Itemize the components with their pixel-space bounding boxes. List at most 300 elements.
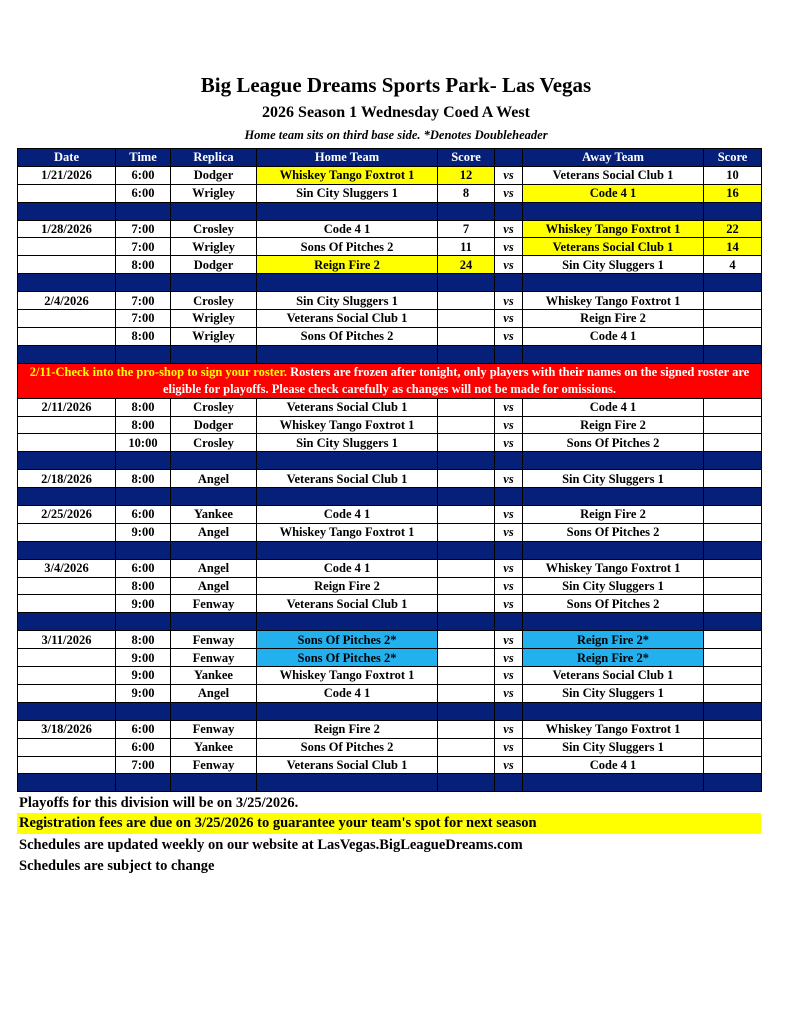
separator-cell — [495, 488, 523, 506]
cell-date — [18, 577, 116, 595]
separator-cell — [523, 613, 704, 631]
registration-note: Registration fees are due on 3/25/2026 to guarantee your team's spot for next season — [17, 813, 761, 834]
separator-cell — [257, 702, 438, 720]
cell-home-team: Whiskey Tango Foxtrot 1 — [257, 166, 438, 184]
cell-away-team: Whiskey Tango Foxtrot 1 — [523, 720, 704, 738]
game-row — [18, 595, 762, 613]
cell-replica: Angel — [171, 684, 257, 702]
cell-away-score — [704, 649, 762, 667]
cell-time: 8:00 — [116, 577, 171, 595]
cell-vs: vs — [495, 649, 523, 667]
game-row — [18, 398, 762, 416]
cell-away-team: Code 4 1 — [523, 327, 704, 345]
separator-cell — [704, 541, 762, 559]
cell-date: 2/11/2026 — [18, 398, 116, 416]
separator-cell — [18, 613, 116, 631]
separator-cell — [18, 702, 116, 720]
cell-replica: Angel — [171, 470, 257, 488]
cell-home-score — [438, 434, 495, 452]
game-row — [18, 292, 762, 310]
cell-home-score: 8 — [438, 184, 495, 202]
cell-replica: Wrigley — [171, 184, 257, 202]
separator-cell — [495, 702, 523, 720]
game-row — [18, 238, 762, 256]
cell-home-score — [438, 292, 495, 310]
separator-cell — [171, 345, 257, 363]
separator-cell — [438, 613, 495, 631]
cell-vs: vs — [495, 523, 523, 541]
separator-cell — [116, 613, 171, 631]
game-row — [18, 523, 762, 541]
game-row — [18, 559, 762, 577]
cell-time: 9:00 — [116, 523, 171, 541]
week-separator-row — [18, 274, 762, 292]
cell-away-team: Sons Of Pitches 2 — [523, 434, 704, 452]
separator-cell — [171, 274, 257, 292]
cell-time: 6:00 — [116, 166, 171, 184]
cell-away-score: 10 — [704, 166, 762, 184]
cell-vs: vs — [495, 470, 523, 488]
cell-replica: Crosley — [171, 398, 257, 416]
cell-time: 9:00 — [116, 667, 171, 685]
schedule-note: Home team sits on third base side. *Denotes Doubleheader — [244, 128, 548, 142]
separator-cell — [171, 452, 257, 470]
separator-cell — [704, 774, 762, 792]
schedule-table — [17, 148, 762, 792]
cell-time: 8:00 — [116, 470, 171, 488]
cell-home-score — [438, 756, 495, 774]
cell-home-team: Whiskey Tango Foxtrot 1 — [257, 667, 438, 685]
cell-away-team: Sons Of Pitches 2 — [523, 523, 704, 541]
game-row — [18, 720, 762, 738]
separator-cell — [257, 488, 438, 506]
separator-cell — [257, 345, 438, 363]
cell-home-score — [438, 595, 495, 613]
cell-home-team: Whiskey Tango Foxtrot 1 — [257, 523, 438, 541]
cell-replica: Fenway — [171, 631, 257, 649]
cell-home-team: Veterans Social Club 1 — [257, 595, 438, 613]
separator-cell — [257, 452, 438, 470]
separator-cell — [704, 202, 762, 220]
cell-replica: Crosley — [171, 434, 257, 452]
cell-home-score — [438, 398, 495, 416]
col-header-home-score: Score — [438, 149, 495, 167]
cell-away-score: 14 — [704, 238, 762, 256]
cell-time: 7:00 — [116, 220, 171, 238]
cell-time: 6:00 — [116, 559, 171, 577]
cell-vs: vs — [495, 684, 523, 702]
separator-cell — [495, 452, 523, 470]
game-row — [18, 649, 762, 667]
cell-home-team: Sons Of Pitches 2* — [257, 649, 438, 667]
cell-away-team: Reign Fire 2 — [523, 506, 704, 524]
col-header-replica: Replica — [171, 149, 257, 167]
cell-away-team: Whiskey Tango Foxtrot 1 — [523, 559, 704, 577]
page-subtitle: 2026 Season 1 Wednesday Coed A West — [262, 104, 530, 121]
website-note: Schedules are updated weekly on our website at LasVegas.BigLeagueDreams.com — [19, 837, 523, 853]
cell-away-team: Veterans Social Club 1 — [523, 166, 704, 184]
separator-cell — [18, 452, 116, 470]
cell-time: 6:00 — [116, 720, 171, 738]
separator-cell — [523, 541, 704, 559]
cell-date: 3/18/2026 — [18, 720, 116, 738]
cell-date: 3/11/2026 — [18, 631, 116, 649]
game-row — [18, 738, 762, 756]
separator-cell — [438, 702, 495, 720]
separator-cell — [116, 488, 171, 506]
game-row — [18, 434, 762, 452]
separator-cell — [704, 274, 762, 292]
cell-home-team: Reign Fire 2 — [257, 577, 438, 595]
cell-time: 10:00 — [116, 434, 171, 452]
game-row — [18, 756, 762, 774]
cell-home-team: Reign Fire 2 — [257, 720, 438, 738]
cell-home-team: Code 4 1 — [257, 684, 438, 702]
cell-vs: vs — [495, 292, 523, 310]
separator-cell — [116, 702, 171, 720]
cell-home-score: 11 — [438, 238, 495, 256]
cell-away-score: 22 — [704, 220, 762, 238]
cell-home-score — [438, 649, 495, 667]
roster-notice-text: Rosters are frozen after tonight, only players with their names on the signed roster are eligible for playoffs. Please check carefully as changes will not be made for omissions. — [162, 364, 750, 396]
cell-home-score: 7 — [438, 220, 495, 238]
separator-cell — [495, 541, 523, 559]
cell-away-team: Reign Fire 2 — [523, 310, 704, 328]
cell-vs: vs — [495, 220, 523, 238]
cell-away-team: Code 4 1 — [523, 184, 704, 202]
game-row — [18, 577, 762, 595]
cell-date — [18, 756, 116, 774]
cell-replica: Fenway — [171, 756, 257, 774]
separator-cell — [257, 274, 438, 292]
cell-away-score: 4 — [704, 256, 762, 274]
cell-date — [18, 649, 116, 667]
cell-time: 7:00 — [116, 756, 171, 774]
cell-home-score — [438, 310, 495, 328]
schedule-body — [18, 166, 762, 791]
cell-home-score — [438, 667, 495, 685]
cell-away-score — [704, 416, 762, 434]
cell-away-team: Code 4 1 — [523, 398, 704, 416]
cell-date — [18, 595, 116, 613]
week-separator-row — [18, 488, 762, 506]
cell-vs: vs — [495, 506, 523, 524]
game-row — [18, 256, 762, 274]
separator-cell — [18, 488, 116, 506]
cell-vs: vs — [495, 310, 523, 328]
cell-away-score — [704, 327, 762, 345]
cell-time: 8:00 — [116, 398, 171, 416]
cell-vs: vs — [495, 327, 523, 345]
separator-cell — [116, 274, 171, 292]
cell-away-score — [704, 720, 762, 738]
cell-vs: vs — [495, 559, 523, 577]
separator-cell — [523, 488, 704, 506]
week-separator-row — [18, 202, 762, 220]
col-header-date: Date — [18, 149, 116, 167]
game-row — [18, 667, 762, 685]
cell-replica: Dodger — [171, 166, 257, 184]
cell-away-score — [704, 523, 762, 541]
col-header-away-team: Away Team — [523, 149, 704, 167]
cell-away-team: Reign Fire 2 — [523, 416, 704, 434]
cell-home-team: Veterans Social Club 1 — [257, 310, 438, 328]
cell-home-team: Code 4 1 — [257, 506, 438, 524]
cell-replica: Angel — [171, 577, 257, 595]
cell-replica: Fenway — [171, 720, 257, 738]
cell-date — [18, 310, 116, 328]
game-row — [18, 506, 762, 524]
cell-away-score — [704, 292, 762, 310]
cell-date — [18, 738, 116, 756]
cell-home-team: Code 4 1 — [257, 220, 438, 238]
cell-date: 1/21/2026 — [18, 166, 116, 184]
cell-away-score — [704, 434, 762, 452]
cell-vs: vs — [495, 416, 523, 434]
cell-time: 7:00 — [116, 310, 171, 328]
separator-cell — [438, 541, 495, 559]
cell-time: 8:00 — [116, 327, 171, 345]
cell-date — [18, 416, 116, 434]
cell-away-score — [704, 559, 762, 577]
cell-home-team: Sin City Sluggers 1 — [257, 292, 438, 310]
cell-away-score — [704, 756, 762, 774]
cell-vs: vs — [495, 631, 523, 649]
separator-cell — [438, 774, 495, 792]
separator-cell — [18, 774, 116, 792]
separator-cell — [116, 774, 171, 792]
cell-home-team: Code 4 1 — [257, 559, 438, 577]
cell-vs: vs — [495, 738, 523, 756]
cell-time: 8:00 — [116, 631, 171, 649]
cell-replica: Dodger — [171, 256, 257, 274]
separator-cell — [523, 345, 704, 363]
cell-date — [18, 434, 116, 452]
page-title: Big League Dreams Sports Park- Las Vegas — [200, 73, 592, 97]
cell-away-score — [704, 577, 762, 595]
cell-time: 9:00 — [116, 595, 171, 613]
separator-cell — [523, 702, 704, 720]
cell-away-team: Whiskey Tango Foxtrot 1 — [523, 220, 704, 238]
game-row — [18, 684, 762, 702]
cell-date: 2/25/2026 — [18, 506, 116, 524]
cell-date: 2/18/2026 — [18, 470, 116, 488]
game-row — [18, 470, 762, 488]
cell-replica: Yankee — [171, 506, 257, 524]
separator-cell — [495, 774, 523, 792]
cell-home-score — [438, 470, 495, 488]
cell-date — [18, 684, 116, 702]
cell-home-score — [438, 577, 495, 595]
cell-away-team: Reign Fire 2* — [523, 631, 704, 649]
cell-replica: Angel — [171, 523, 257, 541]
separator-cell — [171, 702, 257, 720]
cell-time: 8:00 — [116, 256, 171, 274]
week-separator-row — [18, 541, 762, 559]
cell-home-team: Reign Fire 2 — [257, 256, 438, 274]
separator-cell — [495, 202, 523, 220]
cell-home-team: Sons Of Pitches 2 — [257, 238, 438, 256]
cell-vs: vs — [495, 434, 523, 452]
cell-time: 6:00 — [116, 738, 171, 756]
cell-away-team: Sin City Sluggers 1 — [523, 256, 704, 274]
cell-away-score — [704, 506, 762, 524]
separator-cell — [257, 202, 438, 220]
week-separator-row — [18, 702, 762, 720]
cell-away-score — [704, 738, 762, 756]
separator-cell — [495, 274, 523, 292]
cell-vs: vs — [495, 667, 523, 685]
separator-cell — [18, 541, 116, 559]
cell-home-score: 12 — [438, 166, 495, 184]
cell-time: 9:00 — [116, 649, 171, 667]
cell-home-score — [438, 559, 495, 577]
separator-cell — [116, 541, 171, 559]
cell-replica: Crosley — [171, 220, 257, 238]
separator-cell — [171, 202, 257, 220]
cell-away-team: Sin City Sluggers 1 — [523, 684, 704, 702]
cell-away-score — [704, 684, 762, 702]
cell-date: 2/4/2026 — [18, 292, 116, 310]
separator-cell — [495, 345, 523, 363]
separator-cell — [171, 541, 257, 559]
separator-cell — [704, 452, 762, 470]
cell-away-score — [704, 398, 762, 416]
cell-home-team: Veterans Social Club 1 — [257, 756, 438, 774]
cell-date — [18, 523, 116, 541]
cell-vs: vs — [495, 238, 523, 256]
cell-vs: vs — [495, 756, 523, 774]
game-row — [18, 310, 762, 328]
cell-away-team: Code 4 1 — [523, 756, 704, 774]
cell-date — [18, 256, 116, 274]
separator-cell — [495, 613, 523, 631]
week-separator-row — [18, 345, 762, 363]
col-header-time: Time — [116, 149, 171, 167]
separator-cell — [438, 452, 495, 470]
cell-away-team: Sin City Sluggers 1 — [523, 738, 704, 756]
separator-cell — [116, 345, 171, 363]
separator-cell — [704, 702, 762, 720]
separator-cell — [704, 613, 762, 631]
cell-home-score — [438, 416, 495, 434]
separator-cell — [438, 345, 495, 363]
cell-home-team: Sons Of Pitches 2* — [257, 631, 438, 649]
cell-home-score — [438, 684, 495, 702]
cell-replica: Dodger — [171, 416, 257, 434]
cell-home-team: Veterans Social Club 1 — [257, 398, 438, 416]
cell-away-score — [704, 310, 762, 328]
cell-home-team: Sons Of Pitches 2 — [257, 327, 438, 345]
separator-cell — [18, 274, 116, 292]
cell-replica: Wrigley — [171, 310, 257, 328]
cell-vs: vs — [495, 595, 523, 613]
separator-cell — [171, 613, 257, 631]
cell-replica: Fenway — [171, 649, 257, 667]
cell-away-team: Sin City Sluggers 1 — [523, 577, 704, 595]
cell-vs: vs — [495, 577, 523, 595]
roster-notice-row — [18, 363, 762, 398]
cell-away-team: Reign Fire 2* — [523, 649, 704, 667]
separator-cell — [257, 774, 438, 792]
cell-away-team: Sin City Sluggers 1 — [523, 470, 704, 488]
separator-cell — [257, 541, 438, 559]
separator-cell — [704, 345, 762, 363]
separator-cell — [171, 488, 257, 506]
cell-time: 6:00 — [116, 184, 171, 202]
cell-vs: vs — [495, 720, 523, 738]
roster-notice-lead: 2/11-Check into the pro-shop to sign your roster. — [29, 364, 287, 379]
cell-time: 7:00 — [116, 238, 171, 256]
game-row — [18, 416, 762, 434]
separator-cell — [523, 274, 704, 292]
col-header-away-score: Score — [704, 149, 762, 167]
cell-home-score — [438, 738, 495, 756]
cell-away-team: Veterans Social Club 1 — [523, 667, 704, 685]
cell-away-team: Whiskey Tango Foxtrot 1 — [523, 292, 704, 310]
cell-vs: vs — [495, 398, 523, 416]
separator-cell — [438, 488, 495, 506]
cell-date: 1/28/2026 — [18, 220, 116, 238]
game-row — [18, 166, 762, 184]
cell-away-score — [704, 470, 762, 488]
separator-cell — [171, 774, 257, 792]
table-header-row — [18, 149, 762, 167]
col-header-vs — [495, 149, 523, 167]
cell-time: 9:00 — [116, 684, 171, 702]
roster-notice — [18, 363, 762, 398]
separator-cell — [704, 488, 762, 506]
week-separator-row — [18, 774, 762, 792]
separator-cell — [257, 613, 438, 631]
cell-home-team: Sin City Sluggers 1 — [257, 434, 438, 452]
week-separator-row — [18, 452, 762, 470]
cell-date — [18, 238, 116, 256]
cell-vs: vs — [495, 256, 523, 274]
cell-replica: Yankee — [171, 667, 257, 685]
cell-home-team: Sons Of Pitches 2 — [257, 738, 438, 756]
cell-replica: Fenway — [171, 595, 257, 613]
cell-away-score: 16 — [704, 184, 762, 202]
cell-away-team: Sons Of Pitches 2 — [523, 595, 704, 613]
separator-cell — [18, 345, 116, 363]
cell-replica: Angel — [171, 559, 257, 577]
cell-replica: Crosley — [171, 292, 257, 310]
cell-home-team: Veterans Social Club 1 — [257, 470, 438, 488]
separator-cell — [438, 202, 495, 220]
cell-home-score — [438, 720, 495, 738]
cell-time: 6:00 — [116, 506, 171, 524]
separator-cell — [18, 202, 116, 220]
week-separator-row — [18, 613, 762, 631]
cell-replica: Wrigley — [171, 238, 257, 256]
game-row — [18, 327, 762, 345]
cell-replica: Wrigley — [171, 327, 257, 345]
cell-date: 3/4/2026 — [18, 559, 116, 577]
separator-cell — [116, 202, 171, 220]
cell-date — [18, 327, 116, 345]
cell-away-score — [704, 631, 762, 649]
separator-cell — [523, 452, 704, 470]
game-row — [18, 631, 762, 649]
cell-away-score — [704, 667, 762, 685]
game-row — [18, 184, 762, 202]
separator-cell — [438, 274, 495, 292]
cell-replica: Yankee — [171, 738, 257, 756]
cell-home-score — [438, 327, 495, 345]
cell-date — [18, 667, 116, 685]
cell-home-score — [438, 506, 495, 524]
